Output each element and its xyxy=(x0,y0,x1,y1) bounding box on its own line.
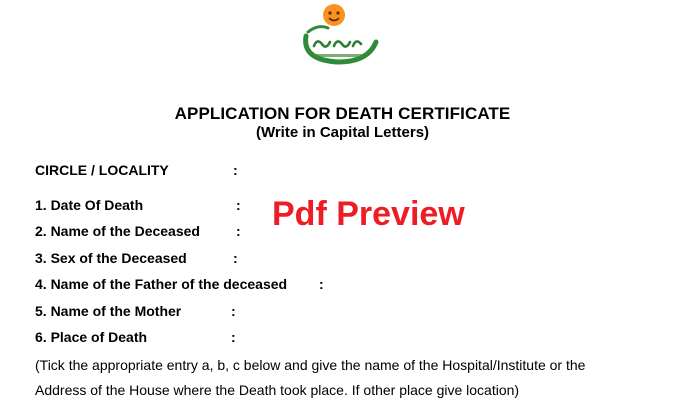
field-colon: : xyxy=(233,162,238,178)
field-colon: : xyxy=(319,276,324,292)
pdf-preview-watermark: Pdf Preview xyxy=(272,195,465,233)
field-colon: : xyxy=(231,329,236,345)
meeseva-logo xyxy=(298,2,382,68)
instruction-note-line-1: (Tick the appropriate entry a, b, c below and give the name of the Hospital/Institute or the xyxy=(35,357,586,373)
logo-graphic xyxy=(298,2,382,68)
field-date-of-death: 1. Date Of Death xyxy=(35,197,144,213)
field-colon: : xyxy=(233,250,238,266)
field-colon: : xyxy=(236,197,241,213)
form-subtitle: (Write in Capital Letters) xyxy=(255,124,430,141)
field-father-name: 4. Name of the Father of the deceased xyxy=(35,276,288,292)
instruction-note-line-2: Address of the House where the Death took place. If other place give location) xyxy=(35,382,520,398)
field-colon: : xyxy=(236,223,241,239)
field-circle-locality: CIRCLE / LOCALITY xyxy=(35,162,169,178)
field-name-of-deceased: 2. Name of the Deceased xyxy=(35,223,200,239)
field-sex-of-deceased: 3. Sex of the Deceased xyxy=(35,250,187,266)
field-mother-name: 5. Name of the Mother xyxy=(35,303,182,319)
field-colon: : xyxy=(231,303,236,319)
field-place-of-death: 6. Place of Death xyxy=(35,329,148,345)
form-title: APPLICATION FOR DEATH CERTIFICATE xyxy=(174,104,511,123)
